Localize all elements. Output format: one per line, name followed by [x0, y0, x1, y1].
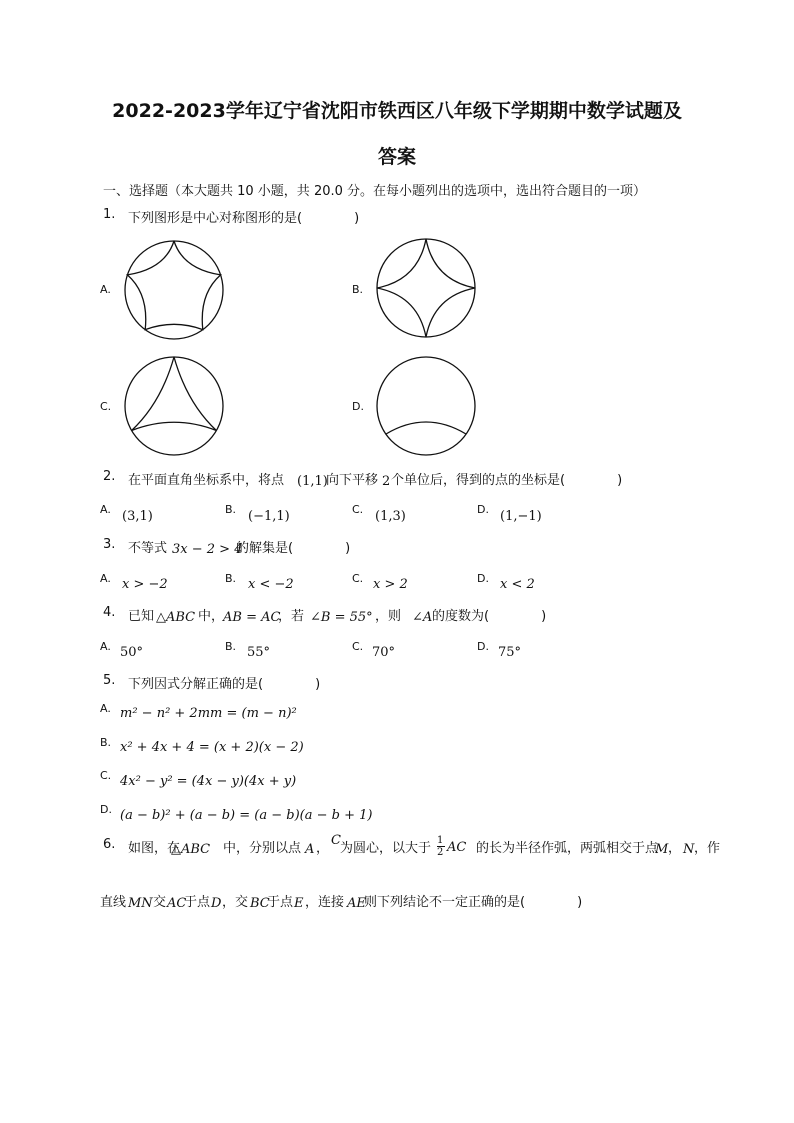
- q5-option-a-value: m² − n² + 2mm = (m − n)²: [120, 706, 297, 721]
- q5-option-d-value: (a − b)² + (a − b) = (a − b)(a − b + 1): [120, 808, 373, 823]
- section-heading: 一、选择题（本大题共 10 小题，共 20.0 分。在每小题列出的选项中，选出符合题目的一项）: [103, 184, 647, 199]
- question-6-text-3: 为圆心，以大于: [340, 841, 432, 856]
- q4-option-a-label[interactable]: A.: [100, 640, 111, 653]
- question-6-line-mn: MN: [128, 896, 153, 911]
- question-6-line2-text-1: 直线: [100, 895, 127, 910]
- q3-option-a-label[interactable]: A.: [100, 572, 111, 585]
- question-4-angle-a: ∠A: [412, 610, 433, 625]
- q2-option-a-label[interactable]: A.: [100, 503, 111, 516]
- question-4-text-pre: 已知: [128, 609, 155, 624]
- q3-option-c-label[interactable]: C.: [352, 572, 364, 585]
- question-4-text-post: 的度数为( ): [432, 609, 547, 624]
- question-6-point-m: M: [655, 842, 669, 857]
- question-6-line2-text-5: 于点: [267, 895, 294, 910]
- question-4-angle-b: ∠B = 55°: [310, 610, 373, 625]
- question-5-number: 5.: [103, 673, 116, 688]
- question-6-separator: ，: [316, 841, 330, 856]
- question-4-number: 4.: [103, 605, 116, 620]
- question-4-equality: AB = AC: [223, 610, 281, 625]
- question-4-triangle: △ABC: [156, 610, 196, 625]
- question-2-point: (1,1): [297, 474, 328, 489]
- question-3-text-post: 的解集是( ): [236, 541, 351, 556]
- q1-option-d-label[interactable]: D.: [352, 400, 364, 413]
- question-6-text-5: ，作: [694, 841, 721, 856]
- question-6-line2-text-3: 于点: [184, 895, 211, 910]
- q4-option-b-label[interactable]: B.: [225, 640, 237, 653]
- question-1-text: 下列图形是中心对称图形的是( ): [128, 211, 360, 226]
- q1-figure-a: [124, 240, 224, 340]
- question-6-point-a: A: [305, 842, 315, 857]
- q2-option-b-value: (−1,1): [248, 509, 290, 524]
- q5-option-c-value: 4x² − y² = (4x − y)(4x + y): [120, 774, 297, 789]
- fraction-segment: AC: [447, 840, 467, 855]
- question-2-text-pre: 在平面直角坐标系中，将点: [128, 473, 285, 488]
- question-6-point-n: N: [683, 842, 695, 857]
- q3-option-c-value: x > 2: [373, 577, 408, 592]
- question-5-text: 下列因式分解正确的是( ): [128, 677, 321, 692]
- page-title-continued: 答案: [377, 146, 416, 168]
- question-4-text-3: ，则: [375, 609, 402, 624]
- q2-option-d-label[interactable]: D.: [477, 503, 489, 516]
- q1-option-b-label[interactable]: B.: [352, 283, 364, 296]
- q1-figure-b: [376, 238, 476, 338]
- q3-option-d-label[interactable]: D.: [477, 572, 489, 585]
- question-6-segment-bc: BC: [250, 896, 270, 911]
- page-title: 2022-2023学年辽宁省沈阳市铁西区八年级下学期期中数学试题及: [112, 100, 682, 122]
- question-6-fraction: [437, 835, 467, 863]
- q1-option-a-label[interactable]: A.: [100, 283, 111, 296]
- q4-option-d-label[interactable]: D.: [477, 640, 489, 653]
- question-6-point-e: E: [294, 896, 304, 911]
- question-6-text-1: 如图，在: [128, 841, 181, 856]
- q3-option-d-value: x < 2: [500, 577, 535, 592]
- q2-option-b-label[interactable]: B.: [225, 503, 237, 516]
- q4-option-d-value: 75°: [498, 645, 522, 660]
- question-6-segment-ae: AE: [347, 896, 366, 911]
- question-6-point-c: C: [331, 833, 341, 848]
- q5-option-a-label[interactable]: A.: [100, 702, 111, 715]
- question-4-text-2: ，若: [278, 609, 305, 624]
- q1-figure-c: [124, 356, 224, 456]
- question-6-text-4: 的长为半径作弧，两弧相交于点: [476, 841, 659, 856]
- question-6-text-2: 中，分别以点: [223, 841, 302, 856]
- q1-option-c-label[interactable]: C.: [100, 400, 112, 413]
- question-6-point-d: D: [211, 896, 222, 911]
- q5-option-b-label[interactable]: B.: [100, 736, 112, 749]
- question-1-number: 1.: [103, 207, 116, 222]
- question-2-text-post: 个单位后，得到的点的坐标是( ): [391, 473, 623, 488]
- q5-option-b-value: x² + 4x + 4 = (x + 2)(x − 2): [120, 740, 304, 755]
- q1-figure-d: [376, 356, 476, 456]
- q5-option-c-label[interactable]: C.: [100, 769, 112, 782]
- question-6-line2-text-6: ，连接: [305, 895, 345, 910]
- q4-option-a-value: 50°: [120, 645, 144, 660]
- question-2-number: 2.: [103, 469, 116, 484]
- q2-option-d-value: (1,−1): [500, 509, 542, 524]
- question-2-units: 2: [382, 474, 391, 489]
- question-3-text-pre: 不等式: [128, 541, 168, 556]
- question-2-text-mid: 向下平移: [326, 473, 379, 488]
- question-6-line2-text-7: 则下列结论不一定正确的是( ): [364, 895, 583, 910]
- question-4-text-1: 中，: [198, 609, 225, 624]
- question-6-separator-2: ，: [668, 841, 682, 856]
- question-6-line2-text-2: 交: [153, 895, 167, 910]
- q3-option-a-value: x > −2: [122, 577, 168, 592]
- question-6-line2-text-4: ，交: [222, 895, 249, 910]
- q3-option-b-label[interactable]: B.: [225, 572, 237, 585]
- q4-option-c-value: 70°: [372, 645, 396, 660]
- q2-option-c-label[interactable]: C.: [352, 503, 364, 516]
- question-6-segment-ac: AC: [167, 896, 187, 911]
- fraction-denominator: 2: [437, 847, 444, 858]
- question-6-triangle: △ABC: [171, 842, 211, 857]
- fraction-numerator: 1: [437, 835, 444, 846]
- q3-option-b-value: x < −2: [248, 577, 294, 592]
- q2-option-a-value: (3,1): [122, 509, 153, 524]
- question-3-inequality: 3x − 2 > 4: [172, 542, 243, 557]
- q4-option-c-label[interactable]: C.: [352, 640, 364, 653]
- question-3-number: 3.: [103, 537, 116, 552]
- question-6-number: 6.: [103, 837, 116, 852]
- q4-option-b-value: 55°: [247, 645, 271, 660]
- q2-option-c-value: (1,3): [375, 509, 406, 524]
- q5-option-d-label[interactable]: D.: [100, 803, 112, 816]
